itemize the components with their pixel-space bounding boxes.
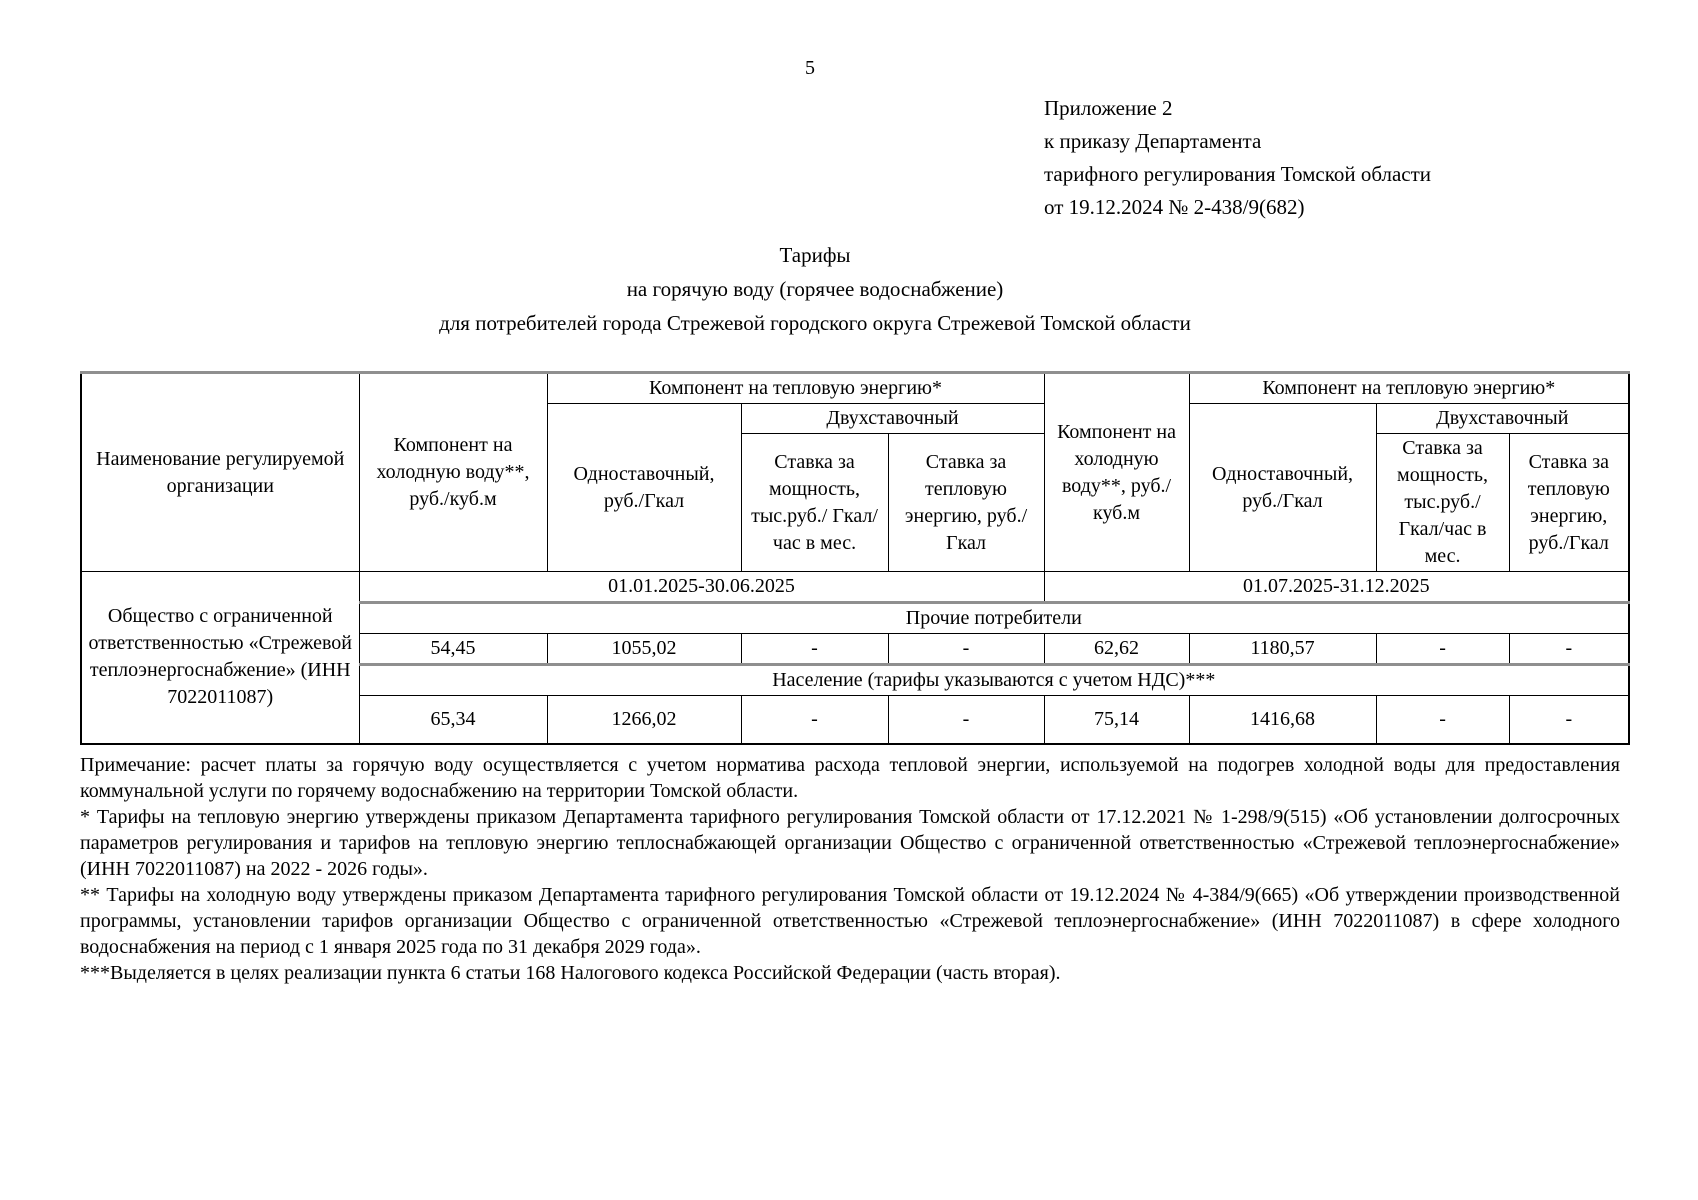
appendix-line-2: к приказу Департамента xyxy=(1044,129,1262,153)
header-org-name: Наименование регулируемой организации xyxy=(81,373,359,572)
header-two-rate-left: Двухставочный xyxy=(741,404,1044,434)
appendix-line-3: тарифного регулирования Томской области xyxy=(1044,162,1432,186)
tariff-value-cell: - xyxy=(741,696,888,744)
note-primechanie: Примечание: расчет платы за горячую воду осуществляется с учетом норматива расхода тепловой энергии, используемой на подогрев холодной воды для предоставления коммунальной услуги по горячему водоснабжению на территории Томской области. xyxy=(80,753,1620,802)
title-line-2: на горячую воду (горячее водоснабжение) xyxy=(626,277,1004,301)
header-heat-group-right: Компонент на тепловую энергию* xyxy=(1189,373,1629,404)
tariff-table xyxy=(80,371,1630,745)
header-single-rate-right: Одноставочный, руб./Гкал xyxy=(1189,404,1376,572)
tariff-value-cell: - xyxy=(1376,634,1509,665)
note-asterisk-1: * Тарифы на тепловую энергию утверждены приказом Департамента тарифного регулирования Томской области от 17.12.2021 № 1-298/9(515) «Об установлении долгосрочных параметров регулирования и тарифов на тепловую энергию теплоснабжающей организации Общество с ограниченной ответственностью «Стрежевой теплоэнергоснабжение» (ИНН 7022011087) на 2022 - 2026 годы». xyxy=(80,805,1620,880)
category-other-consumers: Прочие потребители xyxy=(359,603,1629,634)
tariff-value-cell: 62,62 xyxy=(1044,634,1189,665)
header-energy-rate-left: Ставка за тепловую энергию, руб./Гкал xyxy=(888,434,1044,572)
category-population: Население (тарифы указываются с учетом НДС)*** xyxy=(359,665,1629,696)
org-name-cell: Общество с ограниченной ответственностью «Стрежевой теплоэнергоснабжение» (ИНН 7022011087) xyxy=(81,572,359,744)
title-line-1: Тарифы xyxy=(779,243,851,267)
tariff-value-cell: - xyxy=(1509,634,1629,665)
tariff-value-cell: 54,45 xyxy=(359,634,547,665)
note-asterisk-3: ***Выделяется в целях реализации пункта 6 статьи 168 Налогового кодекса Российской Федерации (часть вторая). xyxy=(80,961,1061,984)
notes-section xyxy=(80,752,1620,986)
tariff-value-cell: - xyxy=(888,696,1044,744)
tariff-value-cell: 1180,57 xyxy=(1189,634,1376,665)
header-heat-group-left: Компонент на тепловую энергию* xyxy=(547,373,1044,404)
header-cold-water-left: Компонент на холодную воду**, руб./куб.м xyxy=(359,373,547,572)
header-power-rate-right: Ставка за мощность, тыс.руб./ Гкал/час в мес. xyxy=(1376,434,1509,572)
tariff-value-cell: 65,34 xyxy=(359,696,547,744)
page-number: 5 xyxy=(805,57,815,79)
tariff-value-cell: - xyxy=(888,634,1044,665)
period-first-half: 01.01.2025-30.06.2025 xyxy=(359,572,1044,603)
header-energy-rate-right: Ставка за тепловую энергию, руб./Гкал xyxy=(1509,434,1629,572)
tariff-value-cell: 1416,68 xyxy=(1189,696,1376,744)
title-line-3: для потребителей города Стрежевой городского округа Стрежевой Томской области xyxy=(439,311,1191,335)
tariff-value-cell: - xyxy=(1509,696,1629,744)
document-title xyxy=(80,238,1550,340)
tariff-value-cell: - xyxy=(741,634,888,665)
appendix-line-4: от 19.12.2024 № 2-438/9(682) xyxy=(1044,195,1305,219)
tariff-value-cell: 1266,02 xyxy=(547,696,741,744)
appendix-line-1: Приложение 2 xyxy=(1044,96,1173,120)
tariff-value-cell: 75,14 xyxy=(1044,696,1189,744)
header-cold-water-right: Компонент на холодную воду**, руб./куб.м xyxy=(1044,373,1189,572)
tariff-value-cell: 1055,02 xyxy=(547,634,741,665)
period-second-half: 01.07.2025-31.12.2025 xyxy=(1044,572,1629,603)
tariff-value-cell: - xyxy=(1376,696,1509,744)
appendix-block xyxy=(1044,92,1698,224)
header-single-rate-left: Одноставочный, руб./Гкал xyxy=(547,404,741,572)
note-asterisk-2: ** Тарифы на холодную воду утверждены приказом Департамента тарифного регулирования Томской области от 19.12.2024 № 4-384/9(665) «Об утверждении производственной программы, установлении тарифов организации Общество с ограниченной ответственностью «Стрежевой теплоэнергоснабжение» (ИНН 7022011087) в сфере холодного водоснабжения на период с 1 января 2025 года по 31 декабря 2029 года». xyxy=(80,883,1620,958)
header-power-rate-left: Ставка за мощность, тыс.руб./ Гкал/час в мес. xyxy=(741,434,888,572)
header-two-rate-right: Двухставочный xyxy=(1376,404,1629,434)
